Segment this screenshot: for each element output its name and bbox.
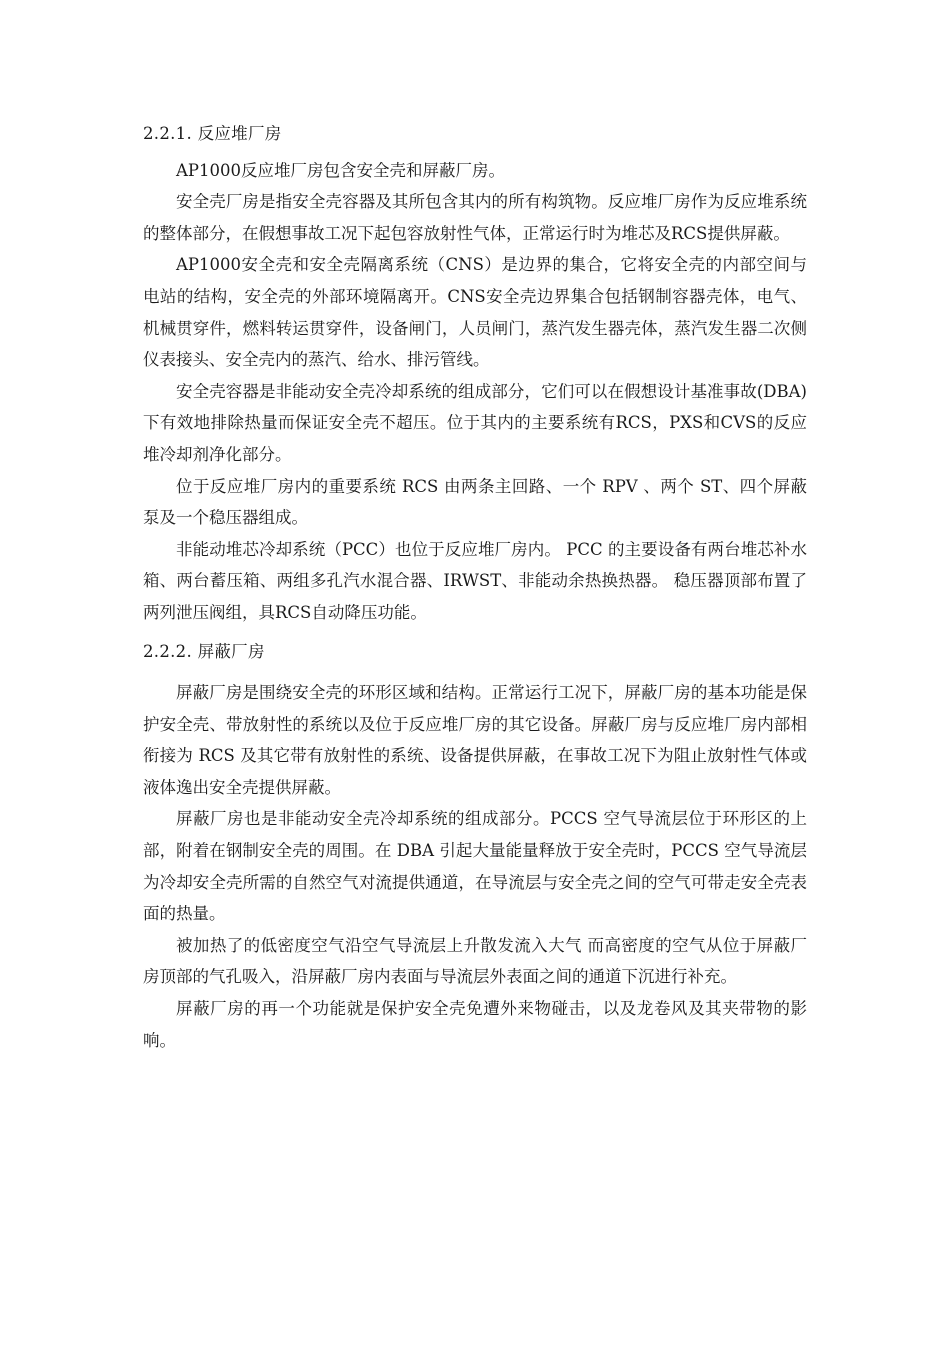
paragraph: 屏蔽厂房也是非能动安全壳冷却系统的组成部分。PCCS 空气导流层位于环形区的上部，附着在钢制安全壳的周围。在 DBA 引起大量能量释放于安全壳时，PCCS 空气导流层为冷却安全壳所需的自然空气对流提供通道，在导流层与安全壳之间的空气可带走安全壳表面的热量。 bbox=[143, 809, 807, 924]
paragraph: 非能动堆芯冷却系统（PCC）也位于反应堆厂房内。 PCC 的主要设备有两台堆芯补水箱、两台蓄压箱、两组多孔汽水混合器、IRWST、非能动余热换热器。 稳压器顶部布置了两列泄压阀组，具RCS自动降压功能。 bbox=[143, 539, 807, 622]
paragraph: 位于反应堆厂房内的重要系统 RCS 由两条主回路、一个 RPV 、两个 ST、四个屏蔽泵及一个稳压器组成。 bbox=[143, 476, 807, 528]
section-heading-reactor-building: 2.2.1. 反应堆厂房 bbox=[143, 124, 282, 143]
paragraph: 安全壳厂房是指安全壳容器及其所包含其内的所有构筑物。反应堆厂房作为反应堆系统的整体部分，在假想事故工况下起包容放射性气体，正常运行时为堆芯及RCS提供屏蔽。 bbox=[143, 192, 807, 243]
paragraph: 屏蔽厂房是围绕安全壳的环形区域和结构。正常运行工况下，屏蔽厂房的基本功能是保护安全壳、带放射性的系统以及位于反应堆厂房的其它设备。屏蔽厂房与反应堆厂房内部相衔接为 RCS 及其它带有放射性的系统、设备提供屏蔽，在事故工况下为阻止放射性气体或液体逸出安全壳提供屏蔽。 bbox=[143, 683, 807, 797]
paragraph: 安全壳容器是非能动安全壳冷却系统的组成部分，它们可以在假想设计基准事故(DBA)下有效地排除热量而保证安全壳不超压。位于其内的主要系统有RCS，PXS和CVS的反应堆冷却剂净化部分。 bbox=[143, 381, 807, 464]
paragraph: 被加热了的低密度空气沿空气导流层上升散发流入大气 而高密度的空气从位于屏蔽厂房顶部的气孔吸入，沿屏蔽厂房内表面与导流层外表面之间的通道下沉进行补充。 bbox=[143, 935, 807, 987]
document-body bbox=[143, 118, 807, 1056]
paragraph: 屏蔽厂房的再一个功能就是保护安全壳免遭外来物碰击，以及龙卷风及其夹带物的影响。 bbox=[143, 999, 807, 1050]
section-heading-shield-building: 2.2.2. 屏蔽厂房 bbox=[143, 641, 265, 661]
paragraph: AP1000反应堆厂房包含安全壳和屏蔽厂房。 bbox=[176, 160, 506, 180]
paragraph: AP1000安全壳和安全壳隔离系统（CNS）是边界的集合，它将安全壳的内部空间与电站的结构，安全壳的外部环境隔离开。CNS安全壳边界集合包括钢制容器壳体，电气、机械贯穿件，燃料转运贯穿件，设备闸门，人员闸门，蒸汽发生器壳体，蒸汽发生器二次侧仪表接头、安全壳内的蒸汽、给水、排污管线。 bbox=[143, 255, 807, 370]
